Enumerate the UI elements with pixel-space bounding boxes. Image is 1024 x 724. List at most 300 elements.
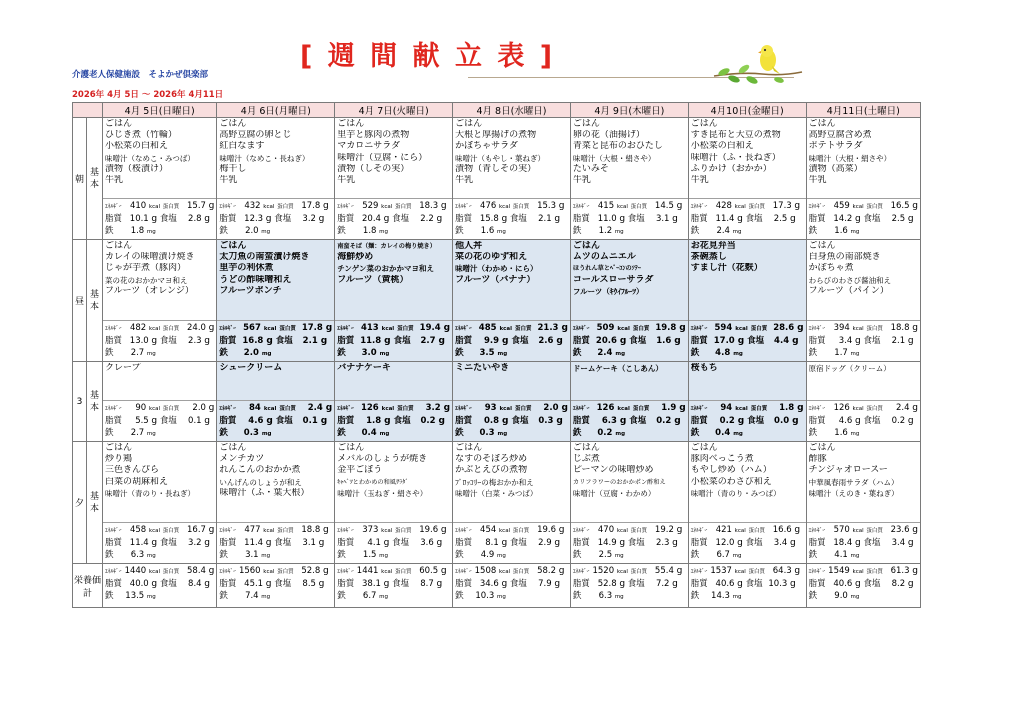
nutrition-row-energy [809, 322, 918, 335]
energy-label: ｴﾈﾙｷﾞｰ [455, 326, 472, 332]
nutrition-row-iron [573, 590, 686, 603]
dish-item: 大根と厚揚げの煮物 [455, 130, 537, 141]
energy-value: 126 [833, 403, 850, 413]
cell-content [453, 442, 570, 562]
dish-item: ごはん [105, 119, 133, 129]
kcal-unit: kcal [734, 528, 746, 534]
dish-list [689, 118, 806, 198]
gram-unit: g [502, 416, 509, 426]
nutrition-row-fat [105, 578, 214, 590]
energy-value: 84 [249, 403, 261, 413]
nutrition-row-fat [691, 213, 804, 225]
gram-unit: g [737, 336, 745, 346]
fat-value: 11.8 [360, 336, 382, 346]
kcal-unit: kcal [734, 569, 746, 575]
salt-value: 8.2 [891, 579, 906, 589]
energy-label: ｴﾈﾙｷﾞｰ [690, 569, 708, 575]
kcal-unit: kcal [381, 326, 395, 332]
nutrition-row-iron [455, 427, 568, 440]
protein-label: 蛋白質 [162, 204, 180, 210]
nutrition-row-energy [691, 402, 804, 415]
iron-value: 2.7 [130, 428, 145, 438]
nutrition-row-fat [809, 415, 918, 427]
protein-label: 蛋白質 [866, 528, 883, 534]
totals-label-line2: 計 [82, 588, 92, 599]
cell-content [807, 240, 920, 360]
cell-content [453, 240, 570, 360]
protein-value: 15.7 [187, 201, 206, 211]
iron-value: 14.3 [711, 591, 730, 601]
salt-value: 2.1 [891, 336, 906, 346]
fat-label: 脂質 [219, 416, 237, 426]
salt-label: 食塩 [393, 416, 411, 426]
salt-label: 食塩 [392, 579, 410, 589]
gram-unit: g [912, 566, 918, 576]
nutrition-row-iron [691, 549, 804, 562]
fat-label: 脂質 [572, 214, 590, 224]
energy-value: 126 [360, 403, 379, 413]
dish-item: 味噌汁（豆腐・わかめ） [572, 488, 656, 498]
gram-unit: g [208, 525, 215, 535]
iron-value: 13.5 [125, 591, 145, 601]
nutrition-row-fat [105, 537, 214, 549]
nutrition-row-energy [691, 200, 804, 213]
gram-unit: g [676, 525, 683, 535]
mg-unit: mg [379, 431, 390, 437]
salt-value: 0.3 [538, 416, 554, 426]
dish-item: ごはん [105, 241, 133, 251]
fat-value: 10.1 [129, 214, 149, 224]
energy-value: 126 [596, 403, 615, 413]
fat-label: 脂質 [808, 416, 826, 426]
dish-list [571, 362, 688, 400]
energy-value: 1441 [356, 566, 379, 576]
nutrition-row-energy [809, 524, 918, 537]
salt-value: 3.1 [302, 538, 316, 548]
meal-cell [335, 118, 453, 240]
dish-item: ドームケーキ（こしあん） [572, 364, 663, 373]
page-title: [ 週 間 献 立 表 ] [300, 41, 556, 72]
dish-item: ごはん [690, 119, 718, 129]
salt-label: 食塩 [863, 214, 881, 224]
nutrition-row-fat [573, 415, 686, 427]
dish-item: ごはん [808, 119, 836, 129]
salt-value: 2.3 [655, 538, 670, 548]
gram-unit: g [855, 579, 861, 589]
energy-value: 509 [596, 323, 615, 333]
dish-item: ごはん [808, 241, 836, 251]
fat-value: 12.3 [244, 214, 264, 224]
energy-value: 1440 [124, 566, 147, 576]
nutrition-row-iron [105, 347, 214, 360]
gram-unit: g [436, 214, 443, 224]
day-header: 4月 8日(水曜日) [453, 103, 571, 118]
iron-value: 3.5 [479, 348, 495, 358]
gram-unit: g [797, 403, 804, 413]
salt-label: 食塩 [275, 336, 293, 346]
kihon-char: 本 [90, 503, 100, 514]
fat-label: 脂質 [572, 538, 590, 548]
kcal-unit: kcal [616, 528, 628, 534]
fat-value: 5.5 [135, 416, 149, 426]
fat-label: 脂質 [455, 579, 473, 589]
gram-unit: g [265, 214, 272, 224]
gram-unit: g [737, 579, 743, 589]
iron-label: 鉄 [572, 428, 582, 438]
dish-item: 牛乳 [808, 175, 827, 186]
iron-value: 2.7 [130, 348, 145, 358]
fat-value: 1.8 [366, 416, 382, 426]
dish-item: フルーツ（バナナ） [455, 274, 536, 285]
gram-unit: g [558, 525, 565, 535]
dish-item: 金平ごぼう [337, 465, 383, 476]
kihon-char: 本 [90, 179, 100, 190]
gram-unit: g [619, 416, 627, 426]
gram-unit: g [438, 416, 445, 426]
protein-label: 蛋白質 [279, 326, 296, 332]
iron-label: 鉄 [572, 591, 582, 601]
protein-value: 19.8 [655, 323, 677, 333]
protein-value: 18.3 [419, 201, 439, 211]
fat-value: 0.8 [483, 416, 500, 426]
dish-item: 青菜と昆布のおひたし [572, 141, 663, 152]
fat-value: 0.2 [719, 416, 735, 426]
kcal-unit: kcal [381, 204, 393, 210]
salt-value: 1.6 [656, 336, 672, 346]
nutrition-block [335, 320, 452, 360]
energy-value: 470 [597, 525, 615, 535]
kcal-unit: kcal [852, 528, 864, 534]
dish-list [807, 118, 920, 198]
salt-value: 3.2 [188, 538, 202, 548]
dish-item: 味噌汁（豆腐・にら） [337, 152, 428, 163]
nutrition-block [571, 400, 688, 440]
protein-label: 蛋白質 [162, 326, 180, 332]
gram-unit: g [619, 538, 626, 548]
gram-unit: g [323, 201, 329, 211]
energy-value: 482 [129, 323, 147, 333]
mg-unit: mg [146, 594, 156, 600]
energy-value: 394 [833, 323, 850, 333]
energy-value: 415 [597, 201, 615, 211]
kcal-unit: kcal [148, 326, 161, 332]
iron-value: 6.3 [598, 591, 613, 601]
iron-label: 鉄 [690, 591, 700, 601]
dish-list [103, 118, 216, 198]
nutrition-row-iron [809, 225, 918, 238]
gram-unit: g [554, 579, 561, 589]
nutrition-row-energy [337, 565, 450, 578]
energy-label: ｴﾈﾙｷﾞｰ [337, 528, 354, 534]
dish-list [807, 362, 920, 400]
salt-value: 2.3 [188, 336, 202, 346]
gram-unit: g [320, 336, 328, 346]
energy-label: ｴﾈﾙｷﾞｰ [690, 326, 708, 332]
gram-unit: g [561, 323, 568, 333]
nutrition-block [571, 320, 688, 360]
nutrition-block [807, 198, 920, 238]
protein-label: 蛋白質 [515, 406, 532, 412]
protein-label: 蛋白質 [750, 406, 768, 412]
nutrition-block [807, 400, 920, 440]
dish-list [217, 442, 334, 522]
nutrition-row-iron [691, 347, 804, 360]
gram-unit: g [907, 538, 914, 548]
nutrition-row-energy [455, 200, 568, 213]
kcal-unit: kcal [735, 326, 748, 332]
energy-label: ｴﾈﾙｷﾞｰ [572, 406, 590, 412]
nutrition-block [217, 198, 334, 238]
energy-label: ｴﾈﾙｷﾞｰ [455, 569, 472, 575]
protein-label: 蛋白質 [512, 569, 530, 575]
energy-label: ｴﾈﾙｷﾞｰ [455, 528, 472, 534]
salt-label: 食塩 [509, 538, 527, 548]
mg-unit: mg [850, 553, 860, 559]
gram-unit: g [325, 403, 333, 413]
nutrition-block [453, 400, 570, 440]
salt-label: 食塩 [159, 579, 177, 589]
gram-unit: g [440, 525, 447, 535]
dish-item: ｷｬﾍﾞﾂとわかめの和風ｻﾗﾀﾞ [337, 478, 409, 486]
day-header: 4月11日(土曜日) [806, 103, 920, 118]
salt-value: 0.2 [420, 416, 436, 426]
energy-value: 454 [480, 525, 497, 535]
fat-label: 脂質 [337, 416, 355, 426]
nutrition-block [103, 320, 216, 360]
nutrition-row-energy [219, 200, 332, 213]
iron-value: 1.5 [362, 550, 377, 560]
gram-unit: g [674, 416, 681, 426]
dish-item: 卵の花（油揚げ） [572, 130, 645, 141]
energy-label: ｴﾈﾙｷﾞｰ [105, 326, 122, 332]
fat-value: 40.0 [129, 579, 149, 589]
dish-item: かぼちゃ煮 [808, 263, 854, 274]
energy-label: ｴﾈﾙｷﾞｰ [337, 569, 354, 575]
salt-value: 0.1 [302, 416, 318, 426]
kcal-unit: kcal [852, 204, 864, 210]
meal-cell [103, 442, 217, 564]
energy-label: ｴﾈﾙｷﾞｰ [105, 569, 122, 575]
salt-label: 食塩 [863, 579, 881, 589]
iron-value: 2.4 [597, 348, 613, 358]
dish-item: 味噌汁（青のり・みつば） [690, 488, 781, 498]
mg-unit: mg [379, 229, 388, 235]
cell-content [217, 118, 334, 238]
mg-unit: mg [614, 229, 624, 235]
energy-value: 1549 [828, 566, 850, 576]
mg-unit: mg [733, 351, 743, 357]
dish-list [217, 362, 334, 400]
fat-label: 脂質 [219, 538, 237, 548]
kcal-unit: kcal [499, 326, 513, 332]
energy-value: 459 [833, 201, 850, 211]
mg-unit: mg [379, 553, 388, 559]
fat-label: 脂質 [808, 214, 826, 224]
fat-label: 脂質 [455, 416, 473, 426]
nutrition-row-energy [105, 565, 214, 578]
nutrition-row-fat [455, 415, 568, 427]
protein-label: 蛋白質 [394, 569, 412, 575]
salt-label: 食塩 [275, 416, 293, 426]
nutrition-row-energy [105, 322, 214, 335]
nutrition-block [807, 522, 920, 562]
iron-value: 9.0 [834, 591, 848, 601]
salt-value: 3.4 [773, 538, 788, 548]
salt-label: 食塩 [392, 214, 410, 224]
kihon-text [90, 390, 99, 414]
kcal-unit: kcal [617, 406, 630, 412]
nutrition-block [689, 522, 806, 562]
iron-value: 2.0 [243, 348, 259, 358]
protein-label: 蛋白質 [397, 406, 414, 412]
dish-item: ひじき煮（竹輪） [105, 130, 178, 141]
dish-list [689, 240, 806, 320]
dish-item: 味噌汁（ふ・長ねぎ） [690, 152, 781, 163]
gram-unit: g [737, 416, 745, 426]
energy-value: 594 [714, 323, 733, 333]
protein-label: 蛋白質 [748, 528, 765, 534]
nutrition-row-fat [691, 415, 804, 427]
salt-label: 食塩 [627, 538, 645, 548]
fat-value: 20.6 [595, 336, 617, 346]
nutrition-block [453, 522, 570, 562]
meal-cell [103, 362, 217, 442]
gram-unit: g [907, 336, 914, 346]
meal-cell [688, 362, 806, 442]
energy-value: 93 [484, 403, 497, 413]
kcal-unit: kcal [499, 406, 513, 412]
nutrition-row-energy [809, 402, 918, 415]
gram-unit: g [556, 416, 563, 426]
protein-value: 16.5 [890, 201, 910, 211]
meal-row-lunch [73, 240, 921, 362]
nutrition-row-fat [809, 537, 918, 549]
fat-label: 脂質 [337, 214, 355, 224]
fat-value: 45.1 [244, 579, 264, 589]
gram-unit: g [266, 416, 273, 426]
protein-label: 蛋白質 [630, 204, 648, 210]
nutrition-row-fat [105, 415, 214, 427]
nutrition-row-iron [573, 225, 686, 238]
meal-cell [453, 118, 571, 240]
gram-unit: g [151, 214, 158, 224]
dish-item: 高野豆腐の卵とじ [219, 130, 292, 141]
kcal-unit: kcal [734, 204, 746, 210]
header-corner [73, 103, 103, 118]
protein-value: 64.3 [772, 566, 792, 576]
iron-value: 6.7 [716, 550, 730, 560]
protein-label: 蛋白質 [632, 406, 650, 412]
salt-label: 食塩 [745, 214, 763, 224]
dish-item: コールスローサラダ [572, 274, 654, 285]
iron-label: 鉄 [337, 550, 346, 560]
dish-item: かぼちゃサラダ [455, 141, 518, 152]
nutrition-block [571, 522, 688, 562]
salt-value: 2.1 [302, 336, 318, 346]
gram-unit: g [619, 579, 626, 589]
meal-cell [217, 442, 335, 564]
dish-list [807, 240, 920, 320]
nutrition-row-energy [691, 565, 804, 578]
nutrition-row-energy [809, 565, 918, 578]
energy-value: 485 [478, 323, 497, 333]
nutrition-row-energy [219, 322, 332, 335]
nutrition-row-iron [337, 347, 450, 360]
protein-value: 58.4 [187, 566, 206, 576]
nutrition-row-fat [573, 578, 686, 590]
iron-label: 鉄 [808, 550, 818, 560]
meal-cell [453, 362, 571, 442]
gram-unit: g [792, 336, 799, 346]
dish-list [103, 240, 216, 320]
energy-label: ｴﾈﾙｷﾞｰ [808, 326, 826, 332]
dish-item: ごはん [337, 119, 365, 129]
nutrition-block [689, 198, 806, 238]
day-header: 4月 5日(日曜日) [103, 103, 217, 118]
meal-cell [570, 362, 688, 442]
mg-unit: mg [615, 431, 626, 437]
meal-cell [453, 240, 571, 362]
kihon-char: 基 [90, 289, 100, 300]
facility-name: 介護老人保健施設 そよかぜ倶楽部 [72, 70, 209, 80]
mg-unit: mg [261, 553, 271, 559]
totals-label-line1: 栄養価 [73, 575, 101, 586]
fat-label: 脂質 [105, 579, 123, 589]
fat-label: 脂質 [455, 538, 473, 548]
cell-content [453, 362, 570, 440]
nutrition-block [103, 564, 216, 603]
salt-value: 2.9 [538, 538, 552, 548]
gram-unit: g [737, 538, 743, 548]
gram-unit: g [561, 403, 568, 413]
dish-item: 小松菜の白和え [105, 141, 169, 152]
gram-unit: g [208, 201, 215, 211]
cell-content [571, 118, 688, 238]
iron-label: 鉄 [337, 226, 346, 236]
meal-label-snack: 3 [73, 362, 87, 442]
iron-value: 4.9 [480, 550, 495, 560]
nutrition-row-fat [455, 578, 568, 590]
gram-unit: g [554, 214, 561, 224]
salt-label: 食塩 [274, 579, 292, 589]
iron-value: 2.0 [245, 226, 259, 236]
fat-value: 8.1 [485, 538, 499, 548]
iron-value: 1.8 [130, 226, 145, 236]
gram-unit: g [676, 201, 683, 211]
gram-unit: g [855, 416, 861, 426]
energy-label: ｴﾈﾙｷﾞｰ [337, 204, 354, 210]
nutrition-row-energy [337, 402, 450, 415]
gram-unit: g [440, 566, 447, 576]
protein-label: 蛋白質 [866, 406, 883, 412]
dish-item: 味噌汁（もやし・葉ねぎ） [455, 153, 546, 163]
energy-value: 413 [360, 323, 379, 333]
meal-cell [103, 240, 217, 362]
dish-item: 味噌汁（大根・絹さや） [572, 153, 656, 163]
mg-unit: mg [379, 351, 390, 357]
gram-unit: g [502, 336, 509, 346]
gram-unit: g [151, 538, 158, 548]
iron-label: 鉄 [219, 428, 228, 438]
energy-label: ｴﾈﾙｷﾞｰ [690, 204, 708, 210]
protein-label: 蛋白質 [748, 569, 765, 575]
gram-unit: g [676, 566, 683, 576]
dish-item: 白身魚の南部焼き [808, 252, 881, 263]
gram-unit: g [792, 416, 799, 426]
gram-unit: g [265, 579, 272, 589]
iron-label: 鉄 [572, 348, 582, 358]
dish-item: ごはん [455, 443, 483, 453]
